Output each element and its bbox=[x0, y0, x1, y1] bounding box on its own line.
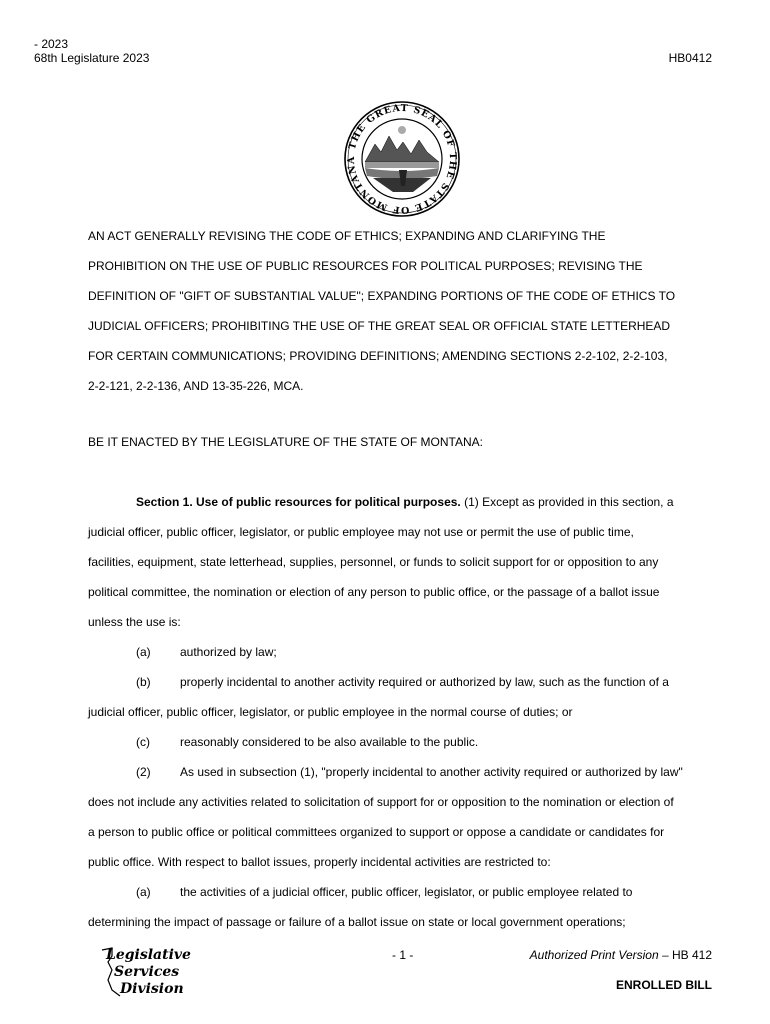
subsection-2-line: a person to public office or political committees organized to support or oppose a candidate or candidates for bbox=[88, 825, 665, 839]
header-bill-id: HB0412 bbox=[668, 51, 712, 65]
legislative-services-division-logo bbox=[100, 946, 191, 998]
logo-line-3: Division bbox=[120, 981, 184, 997]
great-seal-of-montana-icon bbox=[343, 100, 461, 218]
section-1-heading: Section 1. Use of public resources for political purposes. bbox=[136, 495, 461, 509]
section-1-line: judicial officer, public officer, legislator, or public employee may not use or permit the use of public time, bbox=[88, 525, 634, 539]
item-1a: (a) authorized by law; bbox=[136, 645, 277, 659]
item-1c: (c) reasonably considered to be also available to the public. bbox=[136, 735, 479, 749]
item-2a-continued: determining the impact of passage or failure of a ballot issue on state or local government operations; bbox=[88, 915, 626, 929]
title-line: DEFINITION OF "GIFT OF SUBSTANTIAL VALUE"; EXPANDING PORTIONS OF THE CODE OF ETHICS TO bbox=[88, 289, 676, 303]
item-1b: (b) properly incidental to another activity required or authorized by law, such as the function of a bbox=[136, 675, 669, 689]
section-1-line: facilities, equipment, state letterhead, supplies, personnel, or funds to solicit support for or opposition to any bbox=[88, 555, 659, 569]
seal-ring-text: THE GREAT SEAL OF THE STATE OF MONTANA bbox=[345, 102, 459, 216]
header-legislature: 68th Legislature 2023 bbox=[34, 51, 150, 65]
enrolled-bill-label: ENROLLED BILL bbox=[616, 978, 712, 992]
bill-title bbox=[88, 221, 714, 401]
title-line: AN ACT GENERALLY REVISING THE CODE OF ETHICS; EXPANDING AND CLARIFYING THE bbox=[88, 229, 606, 243]
subsection-2: (2) As used in subsection (1), "properly incidental to another activity required or authorized by law" bbox=[136, 765, 683, 779]
header-year: - 2023 bbox=[34, 37, 69, 51]
title-line: PROHIBITION ON THE USE OF PUBLIC RESOURCES FOR POLITICAL PURPOSES; REVISING THE bbox=[88, 259, 643, 273]
section-1-line: unless the use is: bbox=[88, 615, 181, 629]
subsection-2-line: does not include any activities related to solicitation of support for or opposition to the nomination or election of bbox=[88, 795, 674, 809]
item-2a: (a) the activities of a judicial officer, public officer, legislator, or public employee related to bbox=[136, 885, 633, 899]
subsection-2-line: public office. With respect to ballot issues, properly incidental activities are restricted to: bbox=[88, 855, 551, 869]
item-1b-continued: judicial officer, public officer, legislator, or public employee in the normal course of duties; or bbox=[88, 705, 573, 719]
title-line: JUDICIAL OFFICERS; PROHIBITING THE USE OF THE GREAT SEAL OR OFFICIAL STATE LETTERHEAD bbox=[88, 319, 671, 333]
section-1-intro: Section 1. Use of public resources for political purposes. (1) Except as provided in this section, a bbox=[136, 495, 674, 509]
seal-landscape bbox=[365, 126, 439, 192]
logo-line-2: Services bbox=[114, 964, 180, 980]
title-line: FOR CERTAIN COMMUNICATIONS; PROVIDING DEFINITIONS; AMENDING SECTIONS 2-2-102, 2-2-103, bbox=[88, 349, 668, 363]
section-1-line: political committee, the nomination or election of any person to public office, or the passage of a ballot issue bbox=[88, 585, 660, 599]
title-line: 2-2-121, 2-2-136, AND 13-35-226, MCA. bbox=[88, 379, 304, 393]
logo-line-1: Legislative bbox=[106, 947, 191, 963]
bill-body bbox=[88, 221, 714, 937]
print-version: Authorized Print Version – HB 412 bbox=[529, 948, 712, 962]
page-number: - 1 - bbox=[392, 948, 414, 962]
enacting-clause: BE IT ENACTED BY THE LEGISLATURE OF THE STATE OF MONTANA: bbox=[88, 435, 483, 449]
